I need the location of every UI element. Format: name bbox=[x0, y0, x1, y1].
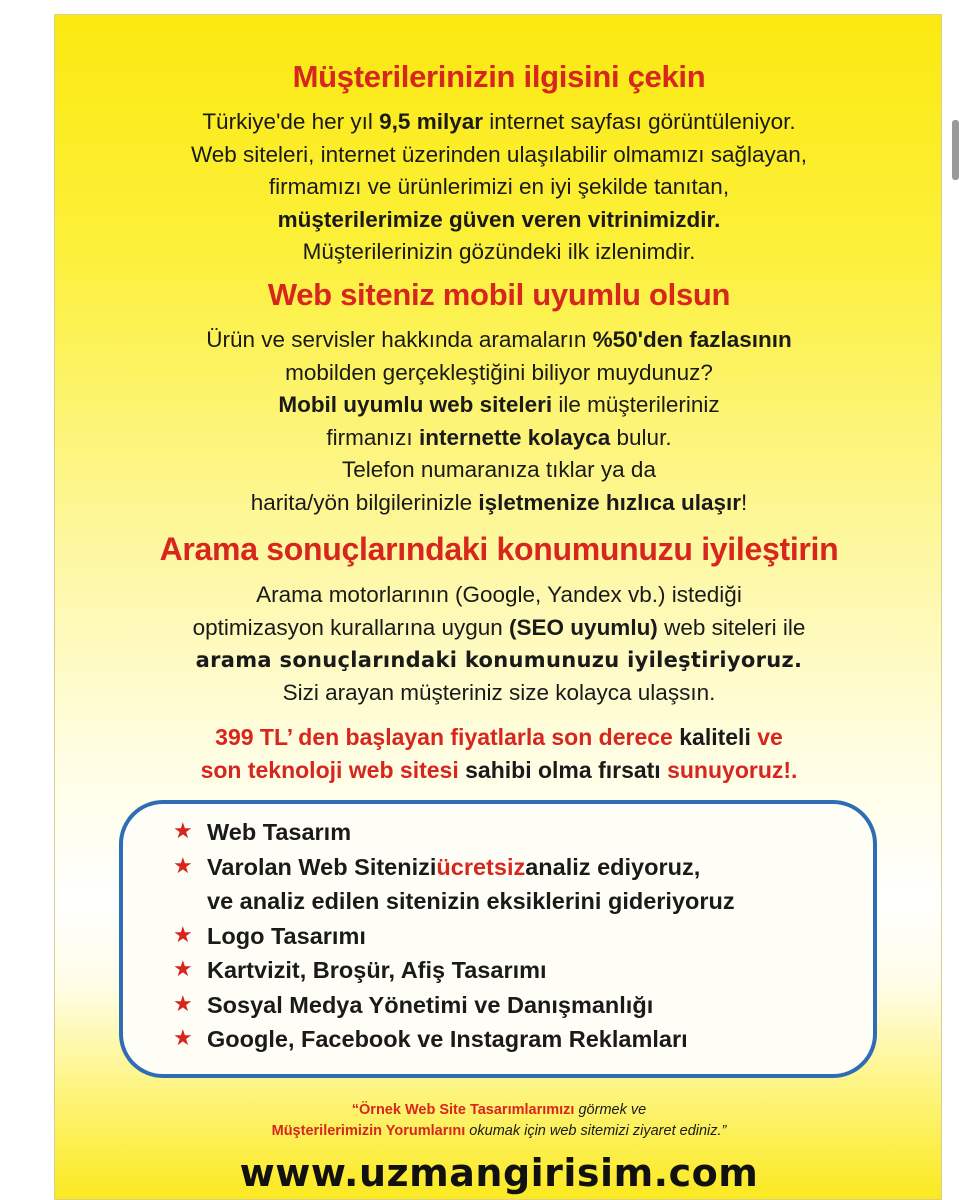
text-line: Müşterilerinizin gözündeki ilk izlenimdir. bbox=[302, 239, 696, 264]
service-item-ads: ★ Google, Facebook ve Instagram Reklamları bbox=[173, 1022, 735, 1057]
service-item-print-design: ★ Kartvizit, Broşür, Afiş Tasarımı bbox=[173, 953, 735, 988]
text-line: Türkiye'de her yıl 9,5 milyar internet sayfası görüntüleniyor. bbox=[202, 109, 796, 134]
price-offer bbox=[55, 721, 943, 786]
text-line: Mobil uyumlu web siteleri ile müşterileriniz bbox=[278, 392, 720, 417]
text-line: müşterilerimize güven veren vitrinimizdir. bbox=[277, 206, 721, 232]
website-url[interactable]: www.uzmangirisim.com bbox=[239, 1151, 759, 1195]
star-icon: ★ bbox=[173, 922, 193, 948]
services-list bbox=[173, 815, 735, 1057]
text-line: harita/yön bilgilerinizle işletmenize hızlıca ulaşır! bbox=[250, 489, 748, 515]
flyer bbox=[54, 14, 942, 1200]
offer-line: 399 TL’ den başlayan fiyatlarla son derece kaliteli ve bbox=[215, 724, 783, 750]
text-line: Web siteleri, internet üzerinden ulaşılabilir olmamızı sağlayan, bbox=[190, 141, 808, 167]
text-line: mobilden gerçekleştiğini biliyor muydunuz? bbox=[285, 359, 713, 385]
service-item-site-analysis-cont: ve analiz edilen sitenizin eksiklerini gideriyoruz bbox=[207, 888, 735, 914]
heading-mobile-friendly: Web siteniz mobil uyumlu olsun bbox=[267, 277, 731, 312]
paragraph-mobile-friendly bbox=[55, 324, 943, 519]
scroll-edge-indicator bbox=[952, 120, 959, 180]
service-item-web-design: ★ Web Tasarım bbox=[173, 815, 735, 850]
text-line: Ürün ve servisler hakkında aramaların %50'den fazlasının bbox=[206, 327, 792, 352]
text-line: firmamızı ve ürünlerimizi en iyi şekilde tanıtan, bbox=[268, 174, 730, 199]
service-item-social-media: ★ Sosyal Medya Yönetimi ve Danışmanlığı bbox=[173, 988, 735, 1023]
star-icon: ★ bbox=[173, 991, 193, 1017]
footer-line: “Örnek Web Site Tasarımlarımızı görmek ve bbox=[351, 1102, 647, 1118]
star-icon: ★ bbox=[173, 819, 193, 844]
text-line: firmanızı internette kolayca bulur. bbox=[326, 424, 672, 450]
offer-line: son teknoloji web sitesi sahibi olma fırsatı sunuyoruz!. bbox=[200, 756, 798, 783]
heading-search-ranking: Arama sonuçlarındaki konumunuzu iyileştirin bbox=[159, 531, 839, 567]
star-icon: ★ bbox=[173, 957, 193, 982]
service-item-site-analysis: ★ Varolan Web Sitenizi ücretsiz analiz ediyoruz, bbox=[173, 850, 735, 885]
service-item-logo-design: ★ Logo Tasarımı bbox=[173, 919, 735, 954]
text-line: arama sonuçlarındaki konumunuzu iyileştiriyoruz. bbox=[195, 648, 803, 672]
star-icon: ★ bbox=[173, 1026, 193, 1051]
footer-note bbox=[55, 1100, 943, 1142]
footer-line: Müşterilerimizin Yorumlarını okumak için web sitemizi ziyaret ediniz.” bbox=[271, 1123, 727, 1139]
text-line: Sizi arayan müşteriniz size kolayca ulaşsın. bbox=[282, 679, 716, 705]
text-line: Arama motorlarının (Google, Yandex vb.) istediği bbox=[256, 582, 742, 607]
text-line: Telefon numaranıza tıklar ya da bbox=[342, 457, 656, 482]
heading-attract-customers: Müşterilerinizin ilgisini çekin bbox=[292, 59, 706, 94]
text-line: optimizasyon kurallarına uygun (SEO uyumlu) web siteleri ile bbox=[192, 614, 806, 640]
paragraph-attract-customers bbox=[55, 106, 943, 269]
paragraph-search-ranking bbox=[55, 579, 943, 709]
star-icon: ★ bbox=[173, 853, 193, 879]
